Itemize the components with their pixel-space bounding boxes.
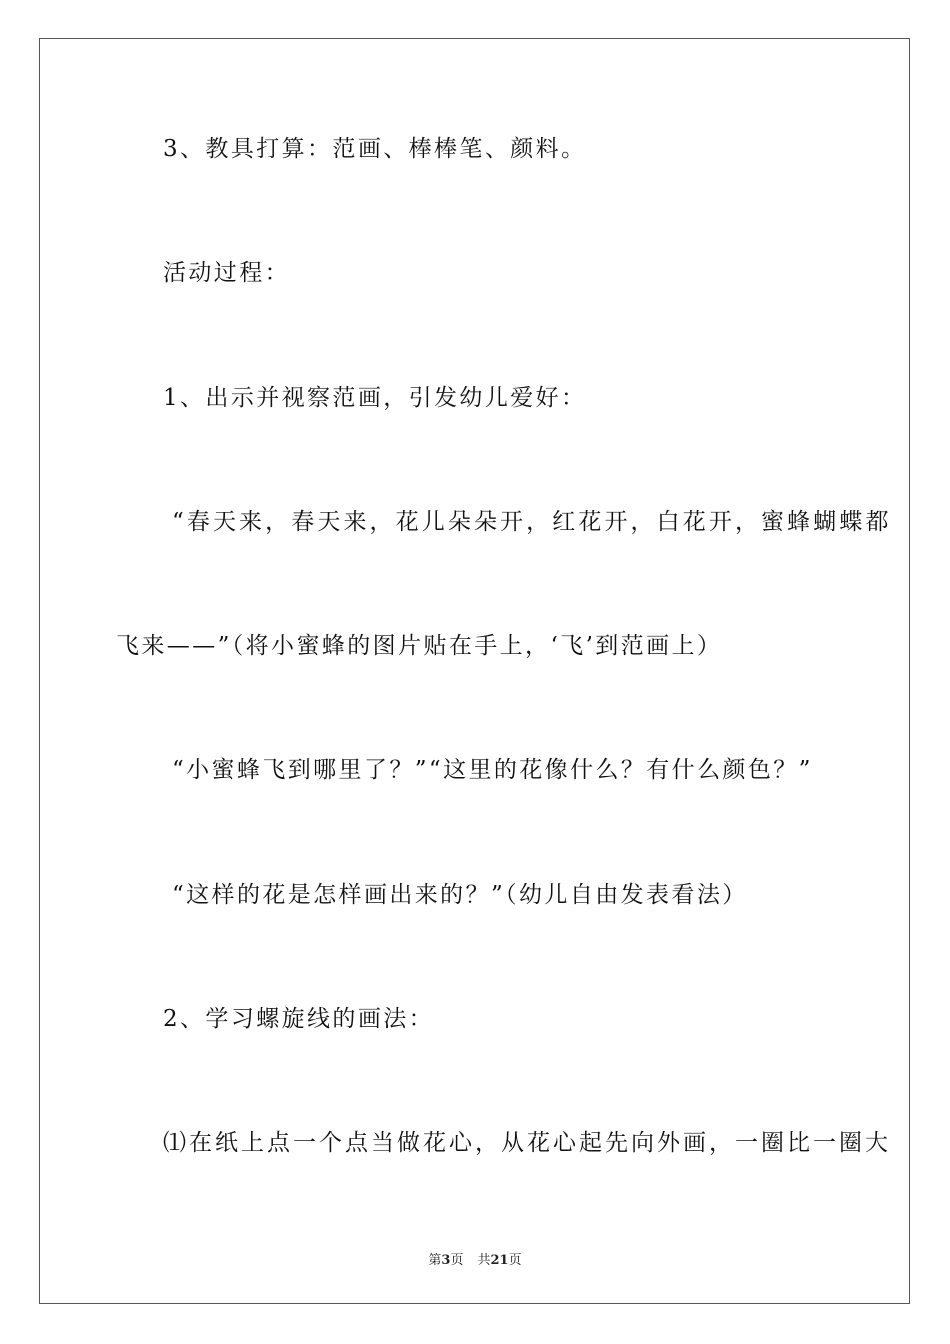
text-line-quote-continued: 飞来——”（将小蜜蜂的图片贴在手上，‘飞’到范画上） — [116, 633, 723, 659]
page-footer — [0, 1249, 950, 1268]
text-line-quote-spring: “春天来，春天来，花儿朵朵开，红花开，白花开，蜜蜂蝴蝶都 — [172, 509, 892, 535]
text-line-step-2: 2、学习螺旋线的画法： — [163, 1006, 435, 1032]
text-line-substep-1: ⑴在纸上点一个点当做花心，从花心起先向外画，一圈比一圈大 — [163, 1130, 891, 1156]
text-line-step-1: 1、出示并视察范画，引发幼儿爱好： — [163, 385, 587, 411]
page-frame — [39, 38, 910, 1304]
footer-total-suffix: 页 — [508, 1253, 522, 1268]
footer-page-prefix: 第 — [428, 1253, 442, 1268]
text-line-teaching-aids: 3、教具打算：范画、棒棒笔、颜料。 — [163, 136, 587, 162]
text-line-question-flower: “这样的花是怎样画出来的？”（幼儿自由发表看法） — [172, 882, 748, 908]
footer-page-number: 3 — [441, 1253, 451, 1268]
text-line-question-bee: “小蜜蜂飞到哪里了？”“这里的花像什么？有什么颜色？” — [172, 757, 813, 783]
text-line-activity-process: 活动过程： — [163, 260, 290, 286]
footer-total-pages: 21 — [490, 1253, 509, 1268]
footer-page-suffix: 页 — [450, 1253, 464, 1268]
footer-total-prefix: 共 — [477, 1253, 491, 1268]
